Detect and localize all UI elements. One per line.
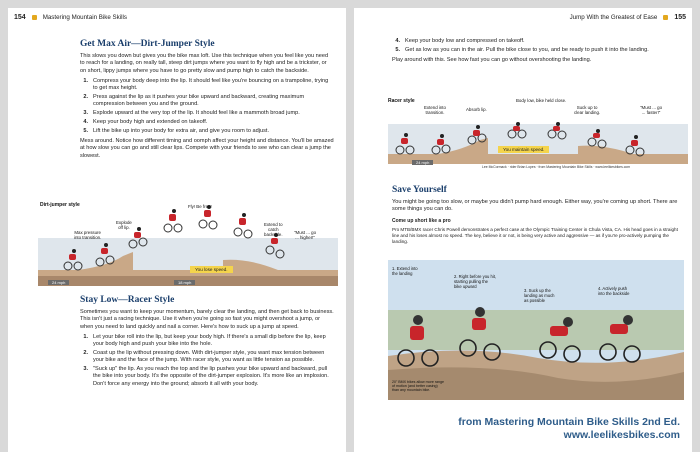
list-item: 2. Press against the lip as it pushes your bike upward and backward, creating maximum compression between you and the ground.	[83, 93, 305, 108]
steps-list-continued	[392, 38, 678, 54]
dirt-jumper-figure	[38, 200, 338, 286]
rider-photo	[388, 260, 684, 400]
callout-absorb: Absorb lip.	[466, 107, 487, 112]
photo-caption-1: 1. Extend into the landing	[392, 266, 418, 276]
figure-credit: Lee McCormack · rider Brian Lopes · from Mastering Mountain Bike Skills · www.leelikesbikes.com	[482, 165, 631, 169]
paragraph-mess-around: Mess around. Notice how different timing and oomph affect your height and distance. You'll be amazed at how slow you can go and still clear lips. Compete with your friends to see who can clear a jump the slowest.	[80, 137, 334, 159]
watermark-line-2: www.leelikesbikes.com	[563, 429, 680, 441]
watermark-line-1: from Mastering Mountain Bike Skills 2nd Ed.	[458, 416, 680, 428]
callout-fly: Fly! Be free!	[188, 204, 212, 209]
callout-explode: Explode off lip.	[116, 220, 132, 230]
list-item: 4. Keep your body low and compressed on takeoff.	[395, 38, 525, 44]
list-item: 5. Get as low as you can in the air. Pull the bike close to you, and be ready to push it into the landing.	[395, 46, 649, 53]
photo-sequence	[388, 260, 684, 400]
paragraph-intro-stay-low: Sometimes you want to keep your momentum, barely clear the landing, and then get back to business. This isn't just a racing technique. Use it when you're going so fast you might overshoot a jump, or when you need to land quickly and nail a corner. Here's how to suck up a jump at speed.	[80, 309, 334, 330]
photo-note: 20" BMX bikes allow more range of motion (and better casing) than any mountain bike.	[392, 380, 445, 393]
figure-label: Racer style	[388, 98, 415, 104]
left-column-bottom	[80, 294, 334, 391]
racer-figure	[388, 96, 688, 172]
left-page-number: 154	[14, 14, 26, 21]
list-item: 1. Compress your body deep into the lip. It should feel like you're bouncing on a trampoline, trying to get max height.	[83, 77, 329, 92]
callout-must-go-faster: "Must ... go ... faster!"	[640, 105, 663, 115]
callout-must-go-higher: "Must ... go ... higher!"	[294, 230, 317, 240]
list-item: 3. "Suck up" the lip. As you reach the top and the lip pushes your bike upward and backward, pull the bike into your body. It's the opposite of the dirt-jumper explosion. It's more like an implosion. Don't force any energy into the ground; absorb it all with your body.	[83, 366, 329, 387]
section-heading-stay-low: Stay Low—Racer Style	[80, 295, 175, 305]
steps-list-stay-low	[80, 334, 334, 388]
right-page	[354, 8, 692, 452]
speed-note: You lose speed.	[190, 266, 233, 273]
right-page-number: 155	[674, 14, 686, 21]
bullet-icon	[32, 15, 37, 20]
list-item: 5. Lift the bike up into your body for extra air, and give you room to adjust.	[83, 127, 269, 134]
paragraph-intro-max-air: This slows you down but gives you the bike max loft. Use this technique when you feel like you need to reach for a landing, on really tall, steep dirt jumps where you want to fly high and be a trickster, or on short, lippy jumps where you have to go pretty slow and pump high to catch the backside.	[80, 53, 329, 74]
left-running-head	[14, 14, 127, 21]
paragraph-play-around: Play around with this. See how fast you can go without overshooting the landing.	[392, 57, 592, 64]
callout-extend: Extend into transition.	[424, 105, 446, 115]
list-item: 2. Coast up the lip without pressing down. With dirt-jumper style, you want max tension between your bike and the face of the jump. With racer style, you want as little tension as possible.	[83, 349, 325, 364]
section-heading-max-air: Get Max Air—Dirt-Jumper Style	[80, 39, 215, 49]
speed-tag-right: 18 mph	[174, 280, 195, 285]
callout-suck-up: Suck up to clear landing.	[574, 105, 601, 115]
right-running-title: Jump With the Greatest of Ease	[569, 14, 658, 21]
dirt-jumper-illustration	[38, 200, 338, 286]
right-column-top	[392, 38, 678, 67]
speed-note: You maintain speed.	[498, 146, 549, 153]
photo-caption-2: 2. Right before you hit, starting pulling the bike upward	[454, 274, 497, 289]
photo-caption-3: 3. Suck up the landing as much as possible	[524, 288, 555, 303]
left-page	[8, 8, 346, 452]
callout-extend: Extend to catch backside.	[264, 222, 283, 237]
bullet-icon	[663, 15, 668, 20]
list-item: 4. Keep your body high and extended on takeoff.	[83, 118, 208, 125]
section-heading-save-yourself: Save Yourself	[392, 185, 447, 195]
sidebar-text: Pro MTB/BMX racer Chris Powell demonstrates a perfect case at the Olympic Training Center in Chula Vista, CA. His head goes in a straight line and his loses almost no speed. The key, believe it or not, is being very active and aggressive — as if you're pro-actively pumping the landing.	[392, 226, 678, 244]
paragraph-save-yourself: You might be going too slow, or maybe you didn't pump hard enough. Either way, you're coming up short. There are some things you can do.	[392, 199, 678, 213]
right-running-head	[570, 14, 686, 21]
sidebar-title: Come up short like a pro	[392, 217, 451, 224]
left-running-title: Mastering Mountain Bike Skills	[42, 14, 127, 21]
callout-body-low: Body low, bike held close.	[516, 98, 567, 103]
speed-tag-left: 24 mph	[48, 280, 69, 285]
right-column-middle	[392, 184, 678, 248]
callout-max-pressure: Max pressure into transition.	[74, 230, 102, 240]
speed-tag: 24 mph	[412, 160, 433, 165]
watermark	[458, 416, 680, 442]
steps-list-max-air	[80, 78, 334, 135]
photo-caption-4: 4. Actively push into the backside	[598, 286, 630, 296]
list-item: 1. Let your bike roll into the lip, but keep your body high. If there's a small dip before the lip, keep your body high and push your bike into the hole.	[83, 333, 326, 348]
left-column-top	[80, 38, 334, 163]
list-item: 3. Explode upward at the very top of the lip. It should feel like a mammoth broad jump.	[83, 110, 300, 117]
figure-label: Dirt-jumper style	[40, 202, 80, 208]
